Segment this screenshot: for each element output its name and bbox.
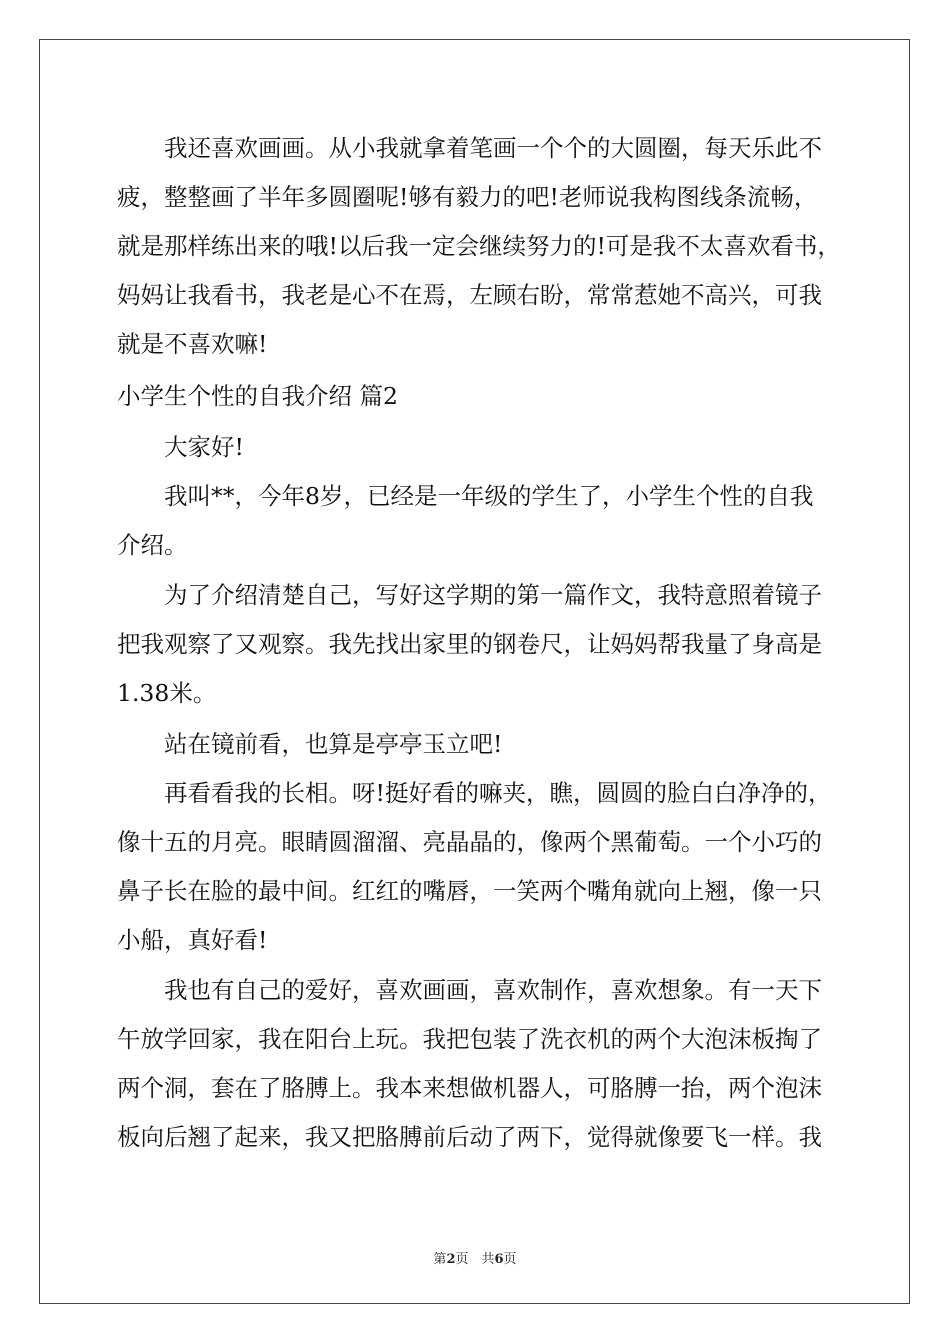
page-border [39,39,910,1304]
section-heading: 小学生个性的自我介绍 篇2 [117,382,398,410]
paragraph-line: 小船，真好看! [117,926,268,954]
paragraph-line: 午放学回家，我在阳台上玩。我把包装了洗衣机的两个大泡沫板掏了 [117,1025,822,1053]
footer-suffix: 页 [503,1252,517,1267]
paragraph-line: 大家好! [164,433,244,461]
paragraph-line: 我还喜欢画画。从小我就拿着笔画一个个的大圆圈，每天乐此不 [164,134,822,162]
paragraph-line: 为了介绍清楚自己，写好这学期的第一篇作文，我特意照着镜子 [164,581,822,609]
paragraph-line: 板向后翘了起来，我又把胳膊前后动了两下，觉得就像要飞一样。我 [117,1123,822,1151]
paragraph-line: 就是不喜欢嘛! [117,330,268,358]
paragraph-line: 就是那样练出来的哦!以后我一定会继续努力的!可是我不太喜欢看书， [117,232,841,260]
paragraph-line: 再看看我的长相。呀!挺好看的嘛夹，瞧，圆圆的脸白白净净的， [164,779,832,807]
footer-prefix: 第 [433,1252,447,1267]
paragraph-line: 1.38米。 [117,679,217,707]
footer-current-page: 2 [446,1252,456,1267]
paragraph-line: 两个洞，套在了胳膊上。我本来想做机器人，可胳膊一抬，两个泡沫 [117,1074,822,1102]
footer-total-pages: 6 [494,1252,504,1267]
footer-middle: 页 共 [455,1252,495,1267]
paragraph-line: 我也有自己的爱好，喜欢画画，喜欢制作，喜欢想象。有一天下 [164,976,822,1004]
paragraph-line: 鼻子长在脸的最中间。红红的嘴唇，一笑两个嘴角就向上翘，像一只 [117,877,822,905]
paragraph-line: 把我观察了又观察。我先找出家里的钢卷尺，让妈妈帮我量了身高是 [117,630,822,658]
paragraph-line: 疲，整整画了半年多圆圈呢!够有毅力的吧!老师说我构图线条流畅， [117,183,818,211]
paragraph-line: 我叫**，今年8岁，已经是一年级的学生了，小学生个性的自我 [164,482,814,510]
paragraph-line: 像十五的月亮。眼睛圆溜溜、亮晶晶的，像两个黑葡萄。一个小巧的 [117,828,822,856]
paragraph-line: 站在镜前看，也算是亭亭玉立吧! [164,730,503,758]
page-footer [0,1248,950,1267]
paragraph-line: 妈妈让我看书，我老是心不在焉，左顾右盼，常常惹她不高兴，可我 [117,281,822,309]
paragraph-line: 介绍。 [117,531,188,559]
